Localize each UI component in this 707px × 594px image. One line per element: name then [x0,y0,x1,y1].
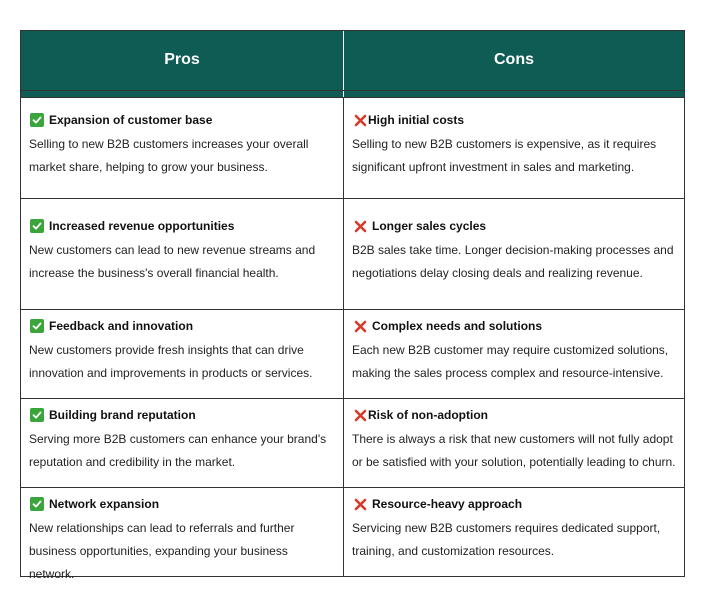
red-x-icon [353,219,367,233]
pro-title-text: Feedback and innovation [49,319,194,333]
pro-cell [21,98,344,198]
pro-description: New relationships can lead to referrals and further business opportunities, expanding your business network. [29,521,295,581]
pros-column-header: Pros [21,31,344,90]
pro-cell [21,310,344,398]
cons-column-header: Cons [494,50,534,68]
check-mark-icon [30,497,44,511]
header-stripe [21,91,684,98]
pro-title [29,218,335,234]
table-row [21,399,684,488]
red-x-icon [353,113,367,127]
pro-title-text: Increased revenue opportunities [49,219,235,233]
pro-title [29,496,335,512]
table-row [21,98,684,199]
table-row [21,488,684,581]
con-cell [344,399,684,487]
red-x-icon [353,497,367,511]
pro-description: Serving more B2B customers can enhance your brand's reputation and credibility in the market. [29,432,327,469]
pro-title [29,318,335,334]
pro-title [29,112,335,128]
check-mark-icon [30,113,44,127]
pro-title-text: Building brand reputation [49,408,196,422]
con-description: Selling to new B2B customers is expensive, as it requires significant upfront investment in sales and marketing. [352,137,657,174]
con-cell [344,488,684,576]
pros-cons-table [20,30,685,581]
con-title-text: Risk of non-adoption [368,408,488,422]
con-title [352,407,676,423]
con-title-text: Resource-heavy approach [372,497,523,511]
red-x-icon [353,408,367,422]
con-cell [344,310,684,398]
con-title [352,318,676,334]
con-description: B2B sales take time. Longer decision-making processes and negotiations delay closing deals and realizing revenue. [352,243,674,280]
con-title [352,496,676,512]
con-cell [344,98,684,198]
pro-cell [21,399,344,487]
table-row [21,199,684,310]
pro-cell [21,199,344,309]
con-cell [344,199,684,309]
con-description: Each new B2B customer may require customized solutions, making the sales process complex and resource-intensive. [352,343,669,380]
pro-description: New customers provide fresh insights that can drive innovation and improvements in products or services. [29,343,313,380]
pro-title [29,407,335,423]
pro-description: Selling to new B2B customers increases your overall market share, helping to grow your business. [29,137,309,174]
con-title-text: Longer sales cycles [372,219,487,233]
header-stripe-divider [21,91,344,97]
con-title-text: Complex needs and solutions [372,319,543,333]
con-description: Servicing new B2B customers requires dedicated support, training, and customization resources. [352,521,661,558]
check-mark-icon [30,408,44,422]
pro-description: New customers can lead to new revenue streams and increase the business's overall financial health. [29,243,316,280]
con-title [352,218,676,234]
table-header [21,31,684,91]
red-x-icon [353,319,367,333]
check-mark-icon [30,219,44,233]
check-mark-icon [30,319,44,333]
con-description: There is always a risk that new customers will not fully adopt or be satisfied with your solution, potentially leading to churn. [352,432,676,469]
table-row [21,310,684,399]
con-title-text: High initial costs [368,113,465,127]
con-title [352,112,676,128]
pro-title-text: Expansion of customer base [49,113,213,127]
pro-cell [21,488,344,581]
pro-title-text: Network expansion [49,497,160,511]
